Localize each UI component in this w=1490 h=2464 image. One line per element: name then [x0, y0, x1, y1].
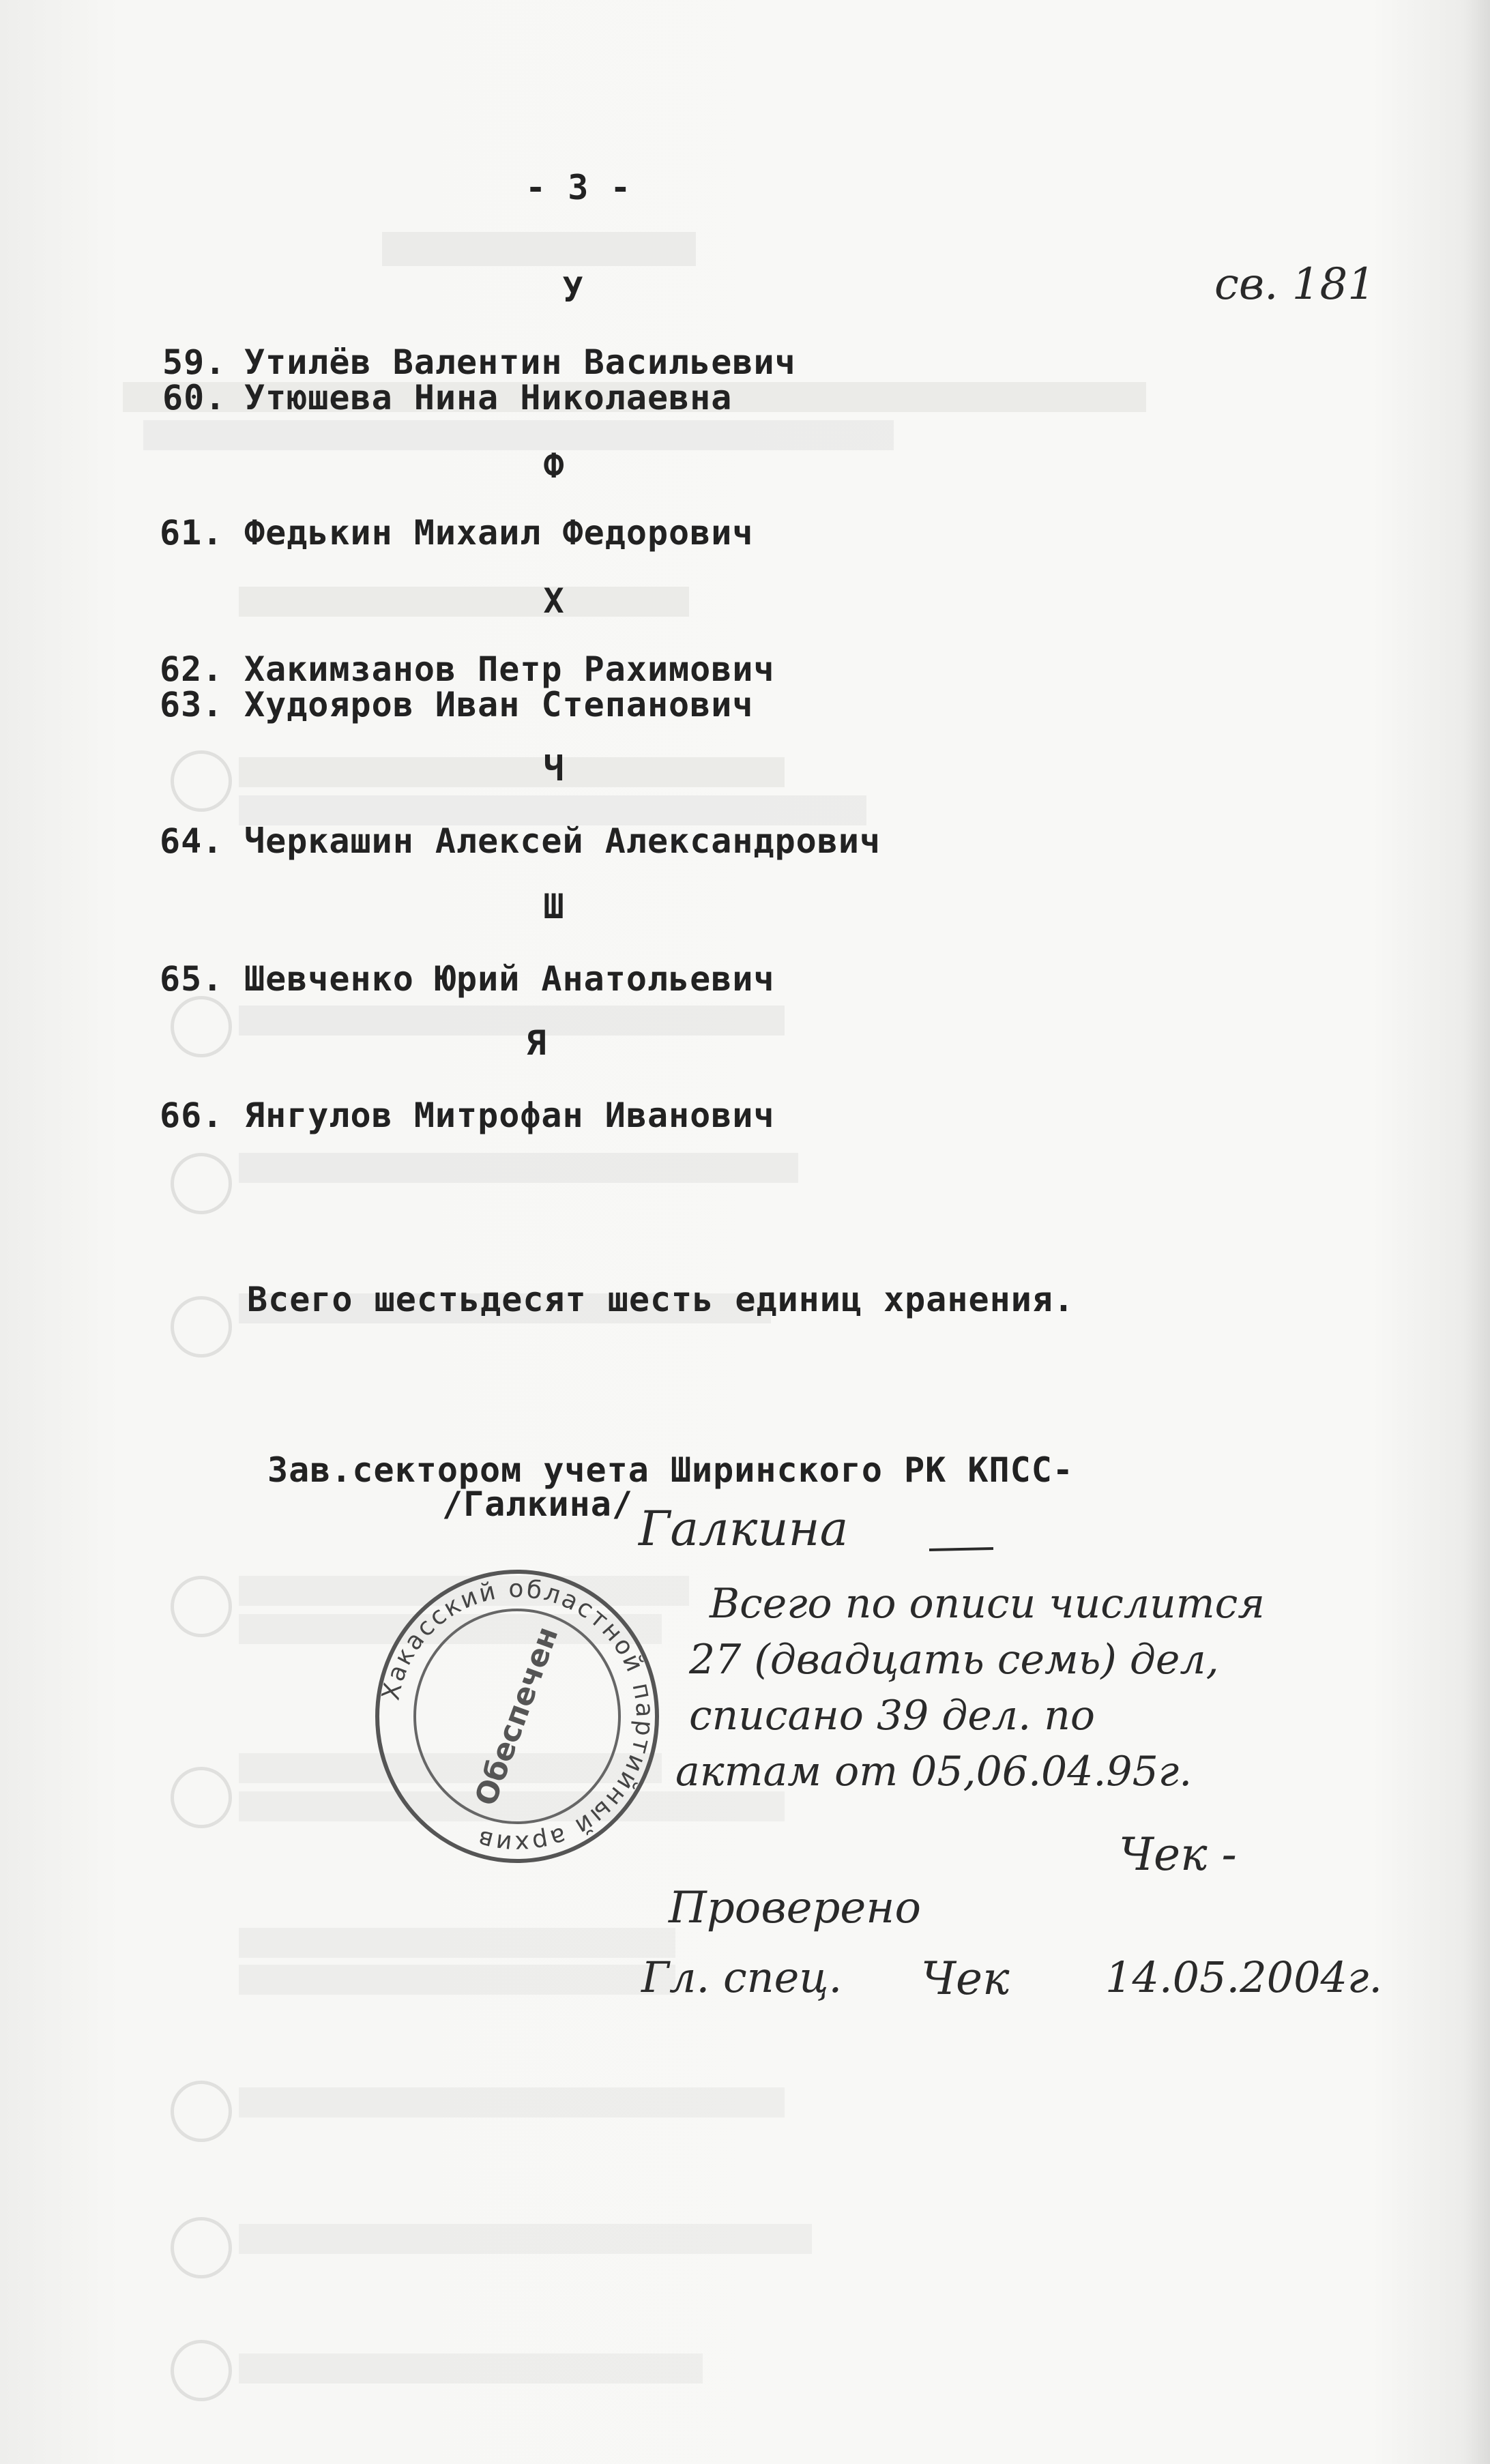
ghost-line [239, 757, 785, 787]
ghost-line [239, 1928, 675, 1958]
ghost-circle [171, 2217, 232, 2278]
page-number: - 3 - [525, 168, 632, 207]
entry-number: 62. [160, 649, 224, 689]
note-line-2: 27 (двадцать семь) дел, [689, 1636, 1219, 1684]
signatory-name: /Галкина/ [442, 1484, 633, 1524]
verification-role: Гл. спец. [641, 1952, 843, 2002]
ghost-line [239, 1965, 675, 1995]
section-letter: Х [543, 581, 565, 621]
entry-name: Федькин Михаил Федорович [244, 513, 754, 553]
entry-name: Янгулов Митрофан Иванович [244, 1096, 775, 1135]
entry-number: 60. [162, 378, 227, 417]
page-edge-shadow [1463, 0, 1490, 2464]
total-count: Всего шестьдесят шесть единиц хранения. [247, 1280, 1075, 1319]
verification-signature: Чек [921, 1952, 1010, 2005]
ghost-circle [171, 2340, 232, 2401]
ghost-line [239, 2087, 785, 2117]
verification-label: Проверено [669, 1883, 921, 1933]
entry-name: Утюшева Нина Николаевна [244, 378, 733, 417]
entry-number: 64. [160, 821, 224, 861]
entry-number: 66. [160, 1096, 224, 1135]
section-letter: Ч [543, 749, 565, 789]
ghost-circle [171, 996, 232, 1057]
section-letter: Ф [543, 446, 565, 486]
ghost-circle [171, 750, 232, 812]
ghost-circle [171, 1767, 232, 1828]
ghost-line [239, 2224, 812, 2254]
handwritten-signature: Галкина [639, 1501, 849, 1557]
entry-number: 59. [162, 342, 227, 382]
signature-flourish [928, 1543, 996, 1559]
section-letter: Ш [543, 887, 565, 926]
signatory-title: Зав.сектором учета Ширинского РК КПСС- [267, 1450, 1074, 1490]
ghost-circle [171, 1296, 232, 1358]
note-line-4: актам от 05,06.04.95г. [675, 1748, 1193, 1795]
ghost-line [239, 2353, 703, 2384]
note-initials: Чек - [1119, 1828, 1237, 1881]
section-letter: У [562, 270, 584, 310]
verification-date: 14.05.2004г. [1105, 1952, 1383, 2002]
ghost-line [239, 1153, 798, 1183]
stamp-ring-text: Хакасский областной партийный архив [377, 1574, 659, 1858]
ghost-line [239, 587, 689, 617]
ghost-circle [171, 1153, 232, 1214]
entry-number: 65. [160, 959, 224, 999]
note-line-1: Всего по описи числится [710, 1580, 1265, 1628]
archive-stamp [367, 1559, 667, 1873]
ghost-line [382, 232, 696, 266]
entry-name: Утилёв Валентин Васильевич [244, 342, 796, 382]
entry-name: Хакимзанов Петр Рахимович [244, 649, 775, 689]
note-line-3: списано 39 дел. по [689, 1692, 1096, 1740]
archive-box-mark: св. 181 [1214, 259, 1375, 310]
ghost-circle [171, 2081, 232, 2142]
ghost-circle [171, 1576, 232, 1637]
entry-name: Черкашин Алексей Александрович [244, 821, 881, 861]
entry-name: Шевченко Юрий Анатольевич [244, 959, 775, 999]
entry-number: 63. [160, 685, 224, 724]
entry-name: Худояров Иван Степанович [244, 685, 754, 724]
section-letter: Я [525, 1023, 547, 1063]
entry-number: 61. [160, 513, 224, 553]
stamp-center-text: Обеспечен [468, 1622, 566, 1810]
